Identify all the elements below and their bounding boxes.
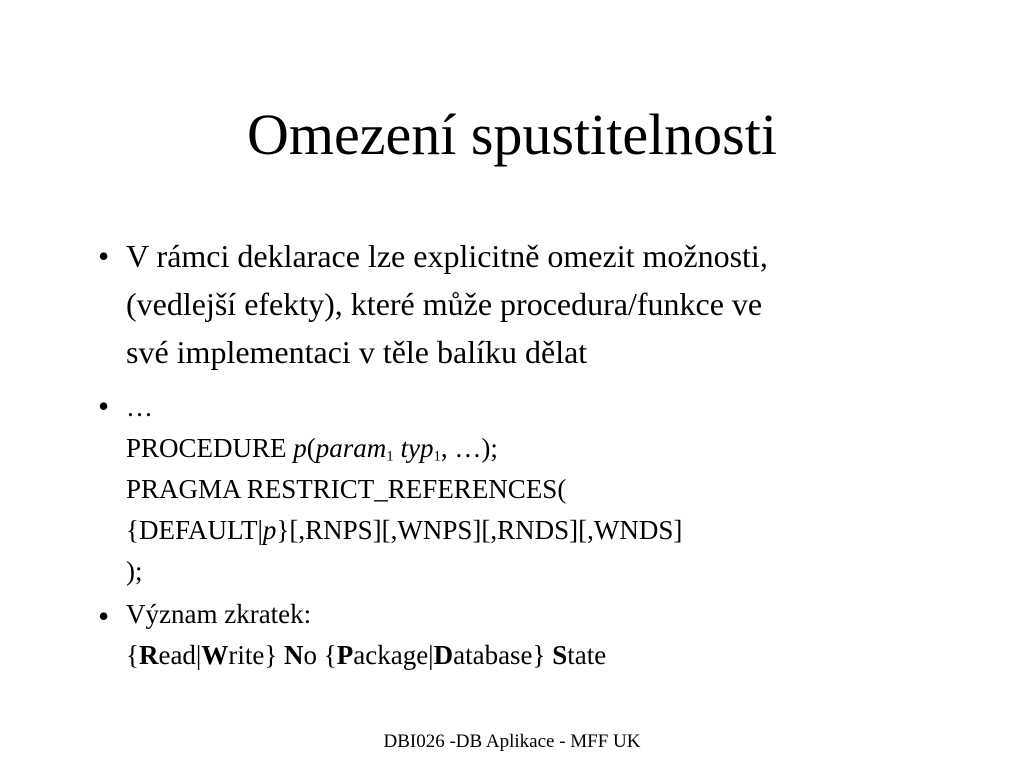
param-subscript: 1	[386, 448, 394, 465]
close-line: );	[126, 556, 143, 586]
procedure-name: p	[293, 433, 307, 463]
letter-w: W	[201, 640, 229, 670]
text-ead: ead|	[158, 640, 202, 670]
text-tate: tate	[567, 640, 607, 670]
bullet-1-line-2: (vedlejší efekty), které může procedura/funkce ve	[126, 286, 763, 322]
bullet-1-line-3: své implementaci v těle balíku dělat	[126, 334, 588, 370]
procedure-line	[126, 428, 986, 469]
param-name: param	[315, 433, 387, 463]
slide-title: Omezení spustitelnosti	[247, 102, 777, 167]
pragma-line: PRAGMA RESTRICT_REFERENCES(	[126, 474, 567, 504]
letter-r: R	[138, 640, 159, 670]
letter-s: S	[552, 640, 568, 670]
type-name: typ	[400, 433, 434, 463]
bullet-marker: •	[98, 238, 110, 274]
abbrev-expansion	[126, 635, 986, 676]
default-rest: }[,RNPS][,WNPS][,RNDS][,WNDS]	[276, 515, 683, 545]
bullet-item-3	[126, 594, 986, 676]
text-rite: rite}	[228, 640, 285, 670]
paren-open: (	[306, 433, 316, 463]
type-subscript: 1	[433, 448, 441, 465]
letter-n: N	[284, 640, 304, 670]
text-o: o {	[303, 640, 337, 670]
letter-d: D	[433, 640, 454, 670]
bullet-item-1	[126, 232, 986, 376]
default-line	[126, 510, 986, 551]
bullet-item-2	[126, 387, 986, 592]
default-open: {DEFAULT|	[126, 515, 263, 545]
slide-footer: DBI026 -DB Aplikace - MFF UK	[383, 731, 641, 752]
procedure-tail: , …);	[440, 433, 498, 463]
letter-p: P	[336, 640, 354, 670]
bullet-marker: •	[98, 598, 110, 634]
brace-open: {	[126, 640, 139, 670]
bullet-1-line-1: V rámci deklarace lze explicitně omezit možnosti,	[126, 238, 768, 274]
text-ackage: ackage|	[353, 640, 434, 670]
bullet-marker: •	[98, 388, 110, 424]
ellipsis-line: …	[126, 392, 153, 422]
text-atabase: atabase}	[453, 640, 553, 670]
default-p: p	[262, 515, 277, 545]
abbrev-heading: Význam zkratek:	[126, 599, 312, 629]
procedure-keyword: PROCEDURE	[126, 433, 294, 463]
